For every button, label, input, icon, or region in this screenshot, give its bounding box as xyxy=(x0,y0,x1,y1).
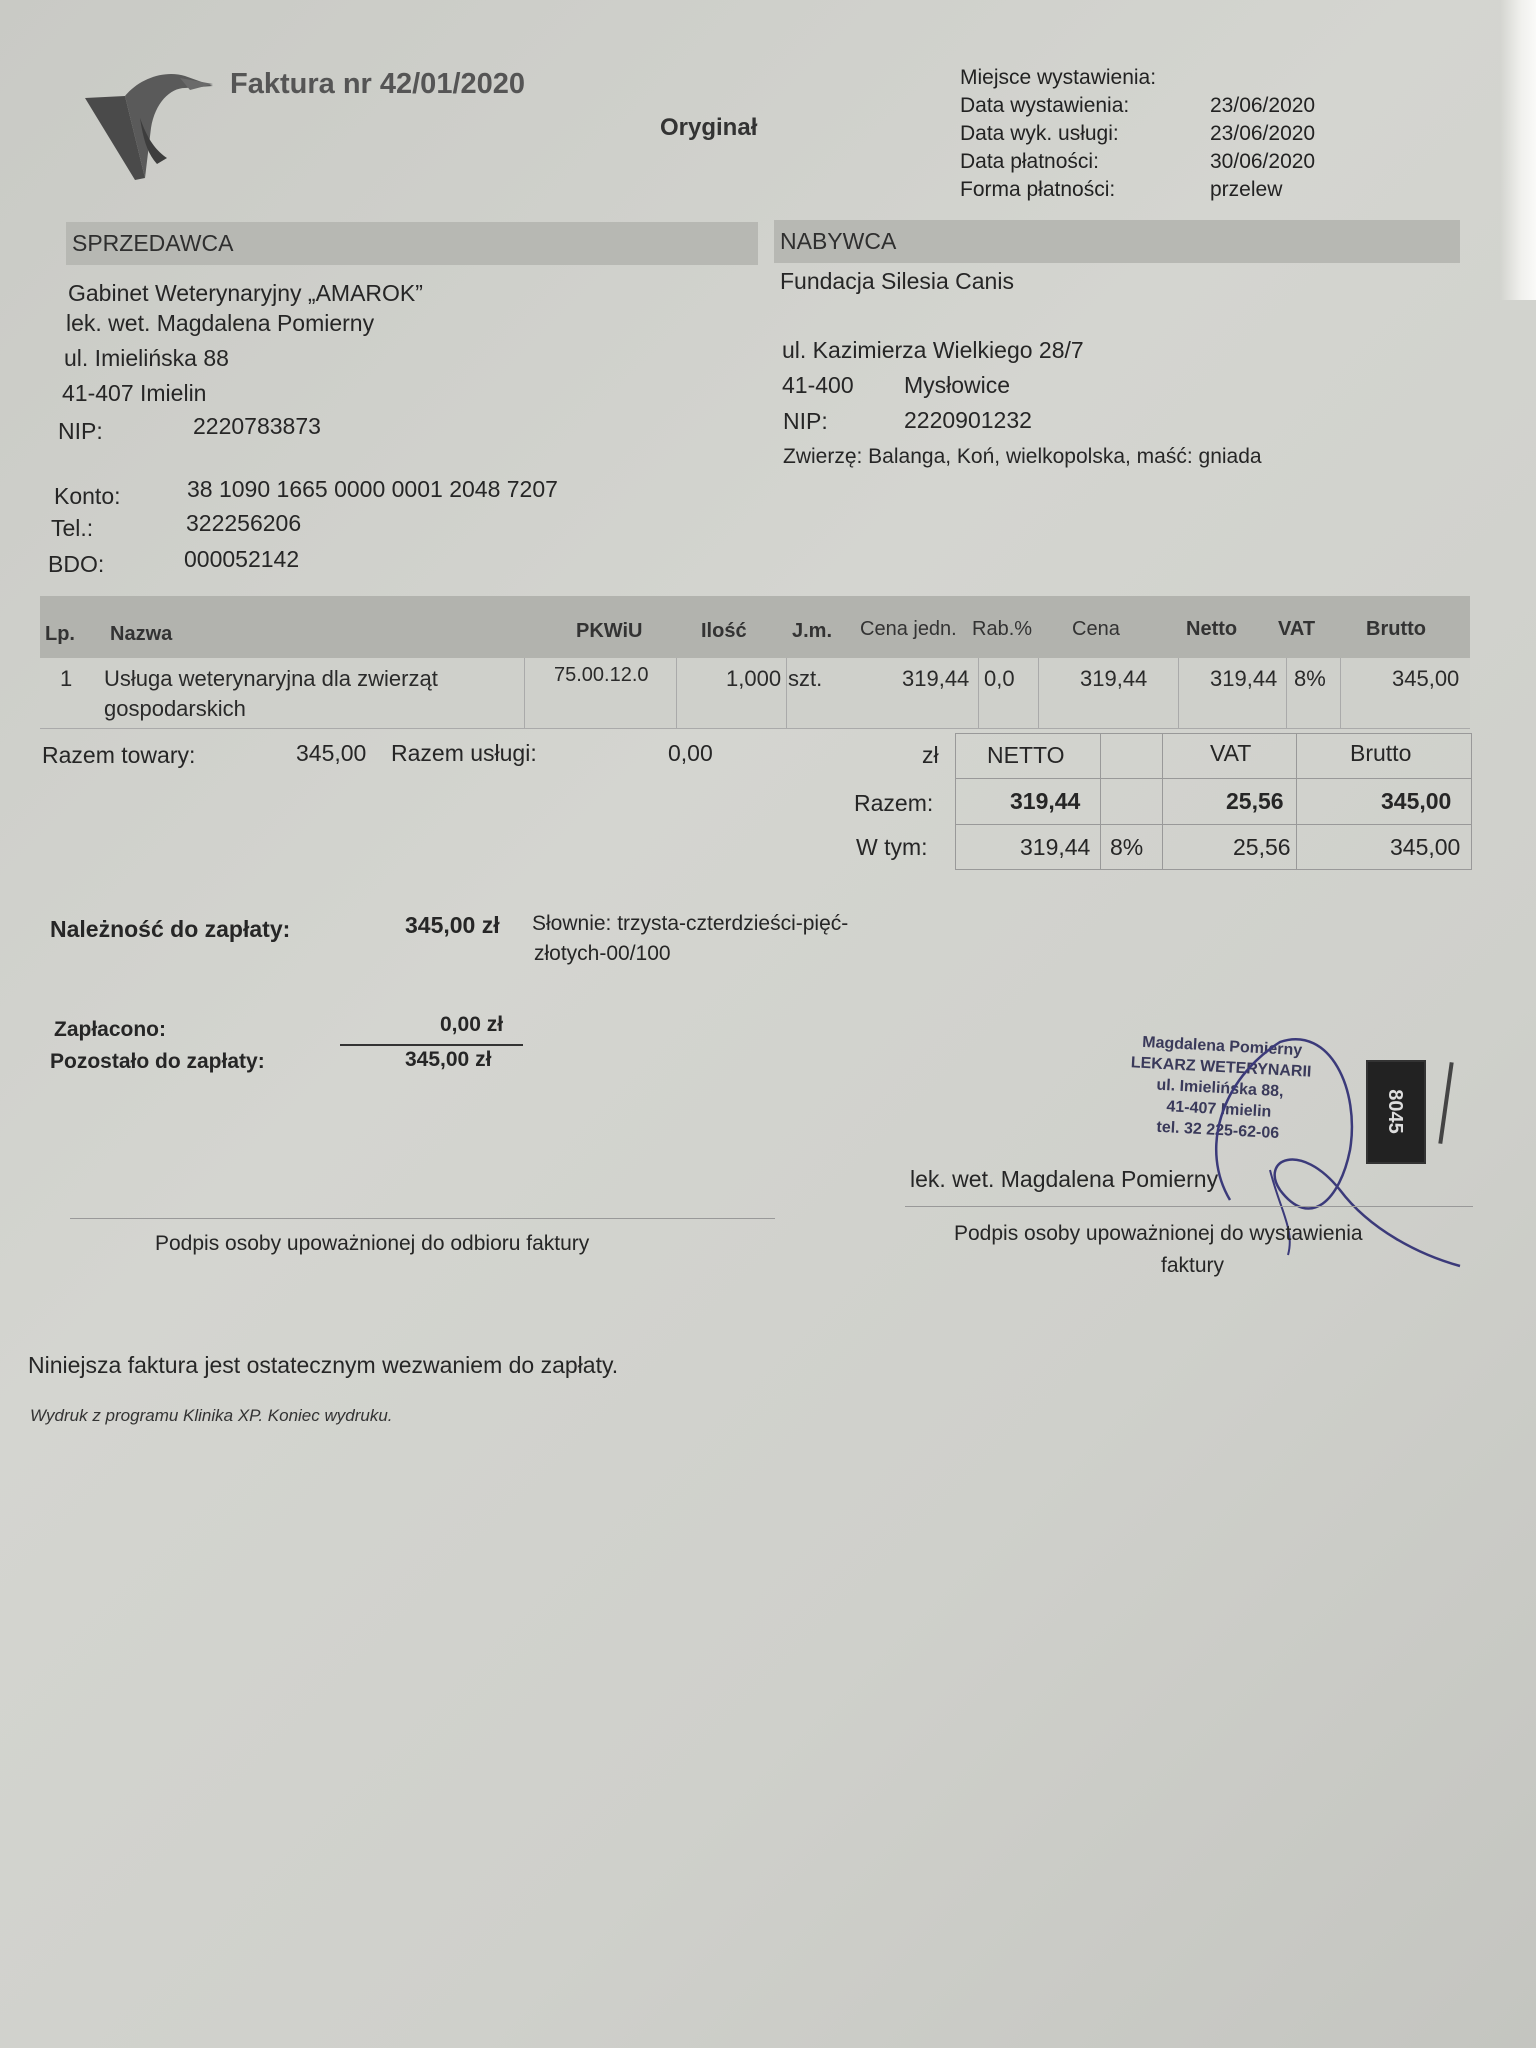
meta-row xyxy=(960,150,1380,178)
seller-person: lek. wet. Magdalena Pomierny xyxy=(66,310,375,336)
buyer-heading: NABYWCA xyxy=(774,220,1460,263)
seller-tel: 322256206 xyxy=(186,510,302,536)
invoice-title: Faktura nr 42/01/2020 xyxy=(230,68,526,100)
col-netto: Netto xyxy=(1186,618,1238,640)
remaining-amount: 345,00 zł xyxy=(405,1048,492,1071)
meta-value: przelew xyxy=(1210,178,1283,201)
row-name-line1: Usługa weterynaryjna dla zwierząt xyxy=(104,666,438,691)
col-vat: VAT xyxy=(1278,618,1316,640)
amount-due: 345,00 zł xyxy=(405,912,500,938)
final-notice: Niniejsza faktura jest ostatecznym wezwaniem do zapłaty. xyxy=(28,1352,619,1378)
stamp-line: ul. Imielińska 88, xyxy=(1156,1076,1284,1101)
razem-brutto: 345,00 xyxy=(1381,788,1452,814)
row-name-line2: gospodarskich xyxy=(104,696,246,721)
stamp-number-text: 8045 xyxy=(1383,1089,1406,1134)
row-lp: 1 xyxy=(60,666,73,691)
wtym-brutto: 345,00 xyxy=(1390,834,1461,860)
amount-words-line1: Słownie: trzysta-czterdzieści-pięć- xyxy=(532,912,849,935)
invoice-meta xyxy=(960,66,1380,206)
row-discount: 0,0 xyxy=(984,666,1015,691)
meta-value: 23/06/2020 xyxy=(1210,94,1316,117)
meta-row xyxy=(960,122,1380,150)
wtym-vat: 25,56 xyxy=(1233,834,1291,860)
stamp-line: 41-407 Imielin xyxy=(1166,1098,1272,1121)
issuer-caption-line2: faktury xyxy=(1161,1254,1225,1277)
meta-label: Data wyk. usługi: xyxy=(960,122,1119,145)
col-pkwiu: PKWiU xyxy=(576,620,643,642)
clinic-logo xyxy=(85,68,215,183)
row-unit: szt. xyxy=(788,666,823,691)
stamp-line: tel. 32 225-62-06 xyxy=(1156,1118,1280,1143)
col-rabat: Rab.% xyxy=(972,618,1033,640)
remaining-label: Pozostało do zapłaty: xyxy=(50,1050,265,1073)
sum-col-netto: NETTO xyxy=(987,742,1065,768)
col-cena: Cena xyxy=(1072,618,1120,640)
seller-heading: SPRZEDAWCA xyxy=(66,222,758,265)
razem-netto: 319,44 xyxy=(1010,788,1081,814)
meta-label: Data płatności: xyxy=(960,150,1099,173)
wtym-label: W tym: xyxy=(856,834,928,860)
col-cena-jedn: Cena jedn. xyxy=(860,618,957,640)
seller-street: ul. Imielińska 88 xyxy=(64,345,229,371)
issuer-signature-line xyxy=(905,1206,1473,1207)
services-total-label: Razem usługi: xyxy=(391,740,537,766)
meta-value: 30/06/2020 xyxy=(1210,150,1316,173)
seller-nip: 2220783873 xyxy=(193,413,321,439)
goods-total: 345,00 xyxy=(296,740,367,766)
col-jm: J.m. xyxy=(792,620,833,642)
buyer-postal: 41-400 xyxy=(782,372,854,398)
row-net: 319,44 xyxy=(1210,666,1278,691)
wtym-rate: 8% xyxy=(1110,834,1144,860)
meta-label: Miejsce wystawienia: xyxy=(960,66,1157,89)
col-nazwa: Nazwa xyxy=(110,623,173,645)
meta-label: Forma płatności: xyxy=(960,178,1116,201)
row-price: 319,44 xyxy=(1080,666,1148,691)
meta-row xyxy=(960,66,1380,94)
col-brutto: Brutto xyxy=(1366,618,1426,640)
seller-name: Gabinet Weterynaryjny „AMAROK” xyxy=(68,280,423,306)
row-pkwiu: 75.00.12.0 xyxy=(554,664,649,686)
goods-total-label: Razem towary: xyxy=(42,742,196,768)
buyer-city: Mysłowice xyxy=(904,372,1011,398)
meta-row xyxy=(960,94,1380,122)
seller-konto: 38 1090 1665 0000 0001 2048 7207 xyxy=(187,476,558,502)
paid-amount: 0,00 zł xyxy=(440,1013,504,1036)
seller-nip-label: NIP: xyxy=(58,418,103,444)
buyer-name: Fundacja Silesia Canis xyxy=(780,268,1014,294)
seller-konto-label: Konto: xyxy=(54,483,121,509)
buyer-street: ul. Kazimierza Wielkiego 28/7 xyxy=(782,337,1084,363)
col-ilosc: Ilość xyxy=(701,620,747,642)
buyer-nip-label: NIP: xyxy=(783,408,828,434)
issuer-caption-line1: Podpis osoby upoważnionej do wystawienia xyxy=(954,1222,1363,1245)
row-qty: 1,000 xyxy=(726,666,782,691)
copy-label: Oryginał xyxy=(660,114,758,141)
services-total: 0,00 xyxy=(668,740,713,766)
sum-col-brutto: Brutto xyxy=(1350,740,1412,766)
paid-rule xyxy=(340,1044,523,1046)
sum-col-vat: VAT xyxy=(1210,740,1252,766)
row-gross: 345,00 xyxy=(1392,666,1460,691)
issuer-name: lek. wet. Magdalena Pomierny xyxy=(910,1166,1219,1192)
row-vat: 8% xyxy=(1294,666,1326,691)
row-unit-price: 319,44 xyxy=(902,666,970,691)
currency-label: zł xyxy=(922,742,939,768)
seller-city: 41-407 Imielin xyxy=(62,380,207,406)
amount-words-line2: złotych-00/100 xyxy=(534,942,671,965)
printout-note: Wydruk z programu Klinika XP. Koniec wydruku. xyxy=(30,1406,393,1425)
razem-label: Razem: xyxy=(854,790,934,816)
meta-row xyxy=(960,178,1380,206)
razem-vat: 25,56 xyxy=(1226,788,1284,814)
stamp-line: LEKARZ WETERYNARII xyxy=(1130,1054,1312,1081)
receiver-signature-line xyxy=(70,1218,775,1219)
wtym-netto: 319,44 xyxy=(1020,834,1091,860)
table-row xyxy=(40,658,1470,729)
col-lp: Lp. xyxy=(45,623,75,645)
receiver-caption: Podpis osoby upoważnionej do odbioru faktury xyxy=(155,1232,590,1255)
table-header xyxy=(40,596,1470,658)
paid-label: Zapłacono: xyxy=(54,1018,167,1041)
seller-bdo-label: BDO: xyxy=(48,551,105,577)
seller-tel-label: Tel.: xyxy=(51,515,94,541)
seller-bdo: 000052142 xyxy=(184,546,300,572)
meta-label: Data wystawienia: xyxy=(960,94,1130,117)
buyer-animal: Zwierzę: Balanga, Koń, wielkopolska, maść: gniada xyxy=(783,445,1262,468)
items-table xyxy=(40,596,1470,729)
buyer-nip: 2220901232 xyxy=(904,407,1032,433)
stamp-line: Magdalena Pomierny xyxy=(1141,1033,1303,1060)
meta-value: 23/06/2020 xyxy=(1210,122,1316,145)
amount-due-label: Należność do zapłaty: xyxy=(50,916,291,942)
